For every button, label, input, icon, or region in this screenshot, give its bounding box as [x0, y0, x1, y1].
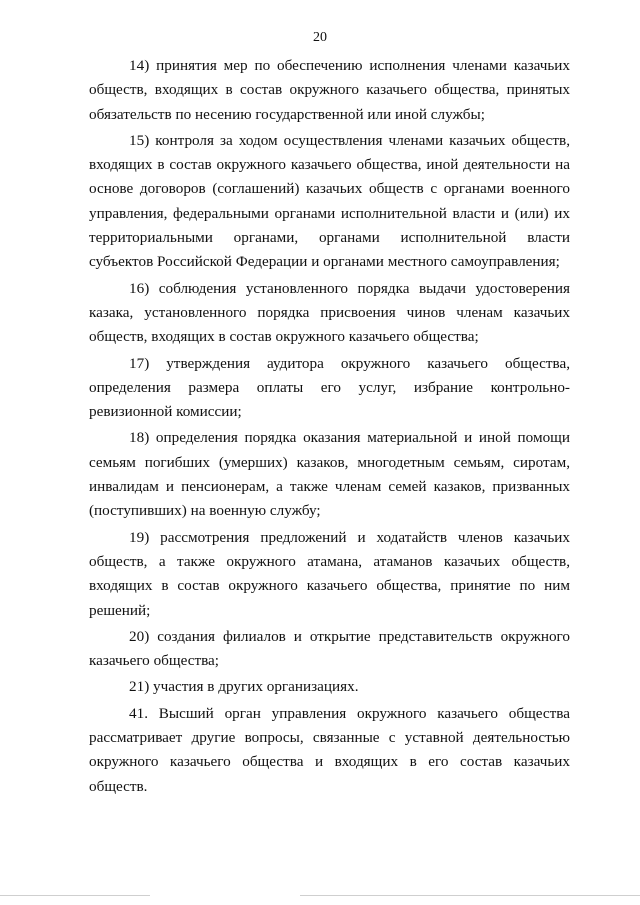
paragraph-item-18: 18) определения порядка оказания материальной и иной помощи семьям погибших (умерших) казаков, многодетным семьям, сиротам, инвалидам и пенсионерам, а также членам семей казаков, призванных (поступивших) на военную службу;	[89, 429, 570, 520]
document-body	[89, 54, 570, 799]
scan-edge-left	[0, 895, 150, 896]
paragraph-section-41: 41. Высший орган управления окружного казачьего общества рассматривает другие вопросы, связанные с уставной деятельностью окружного казачьего общества и входящих в его состав казачьих обществ.	[89, 704, 570, 795]
paragraph-item-20: 20) создания филиалов и открытие представительств окружного казачьего общества;	[89, 627, 570, 670]
paragraph-item-16: 16) соблюдения установленного порядка выдачи удостоверения казака, установленного порядка присвоения чинов членам казачьих обществ, входящих в состав окружного казачьего общества;	[89, 279, 570, 346]
paragraph-item-15: 15) контроля за ходом осуществления членами казачьих обществ, входящих в состав окружного казачьего общества, иной деятельности на основе договоров (соглашений) казачьих обществ с органами военного управления, федеральными органами исполнительной власти и (или) их территориальными органами, органами исполнительной власти субъектов Российской Федерации и органами местного самоуправления;	[89, 131, 570, 271]
paragraph-item-14: 14) принятия мер по обеспечению исполнения членами казачьих обществ, входящих в состав окружного казачьего общества, принятых обязательств по несению государственной или иной службы;	[89, 57, 570, 123]
paragraph-item-21: 21) участия в других организациях.	[129, 678, 359, 696]
page-number: 20	[313, 30, 327, 45]
paragraph-item-17: 17) утверждения аудитора окружного казачьего общества, определения размера оплаты его услуг, избрание контрольно-ревизионной комиссии;	[89, 354, 570, 421]
paragraph-item-19: 19) рассмотрения предложений и ходатайств членов казачьих обществ, а также окружного атамана, атаманов казачьих обществ, входящих в состав окружного казачьего общества, принятие по ним решений;	[89, 528, 570, 619]
scan-edge-right	[300, 895, 640, 896]
